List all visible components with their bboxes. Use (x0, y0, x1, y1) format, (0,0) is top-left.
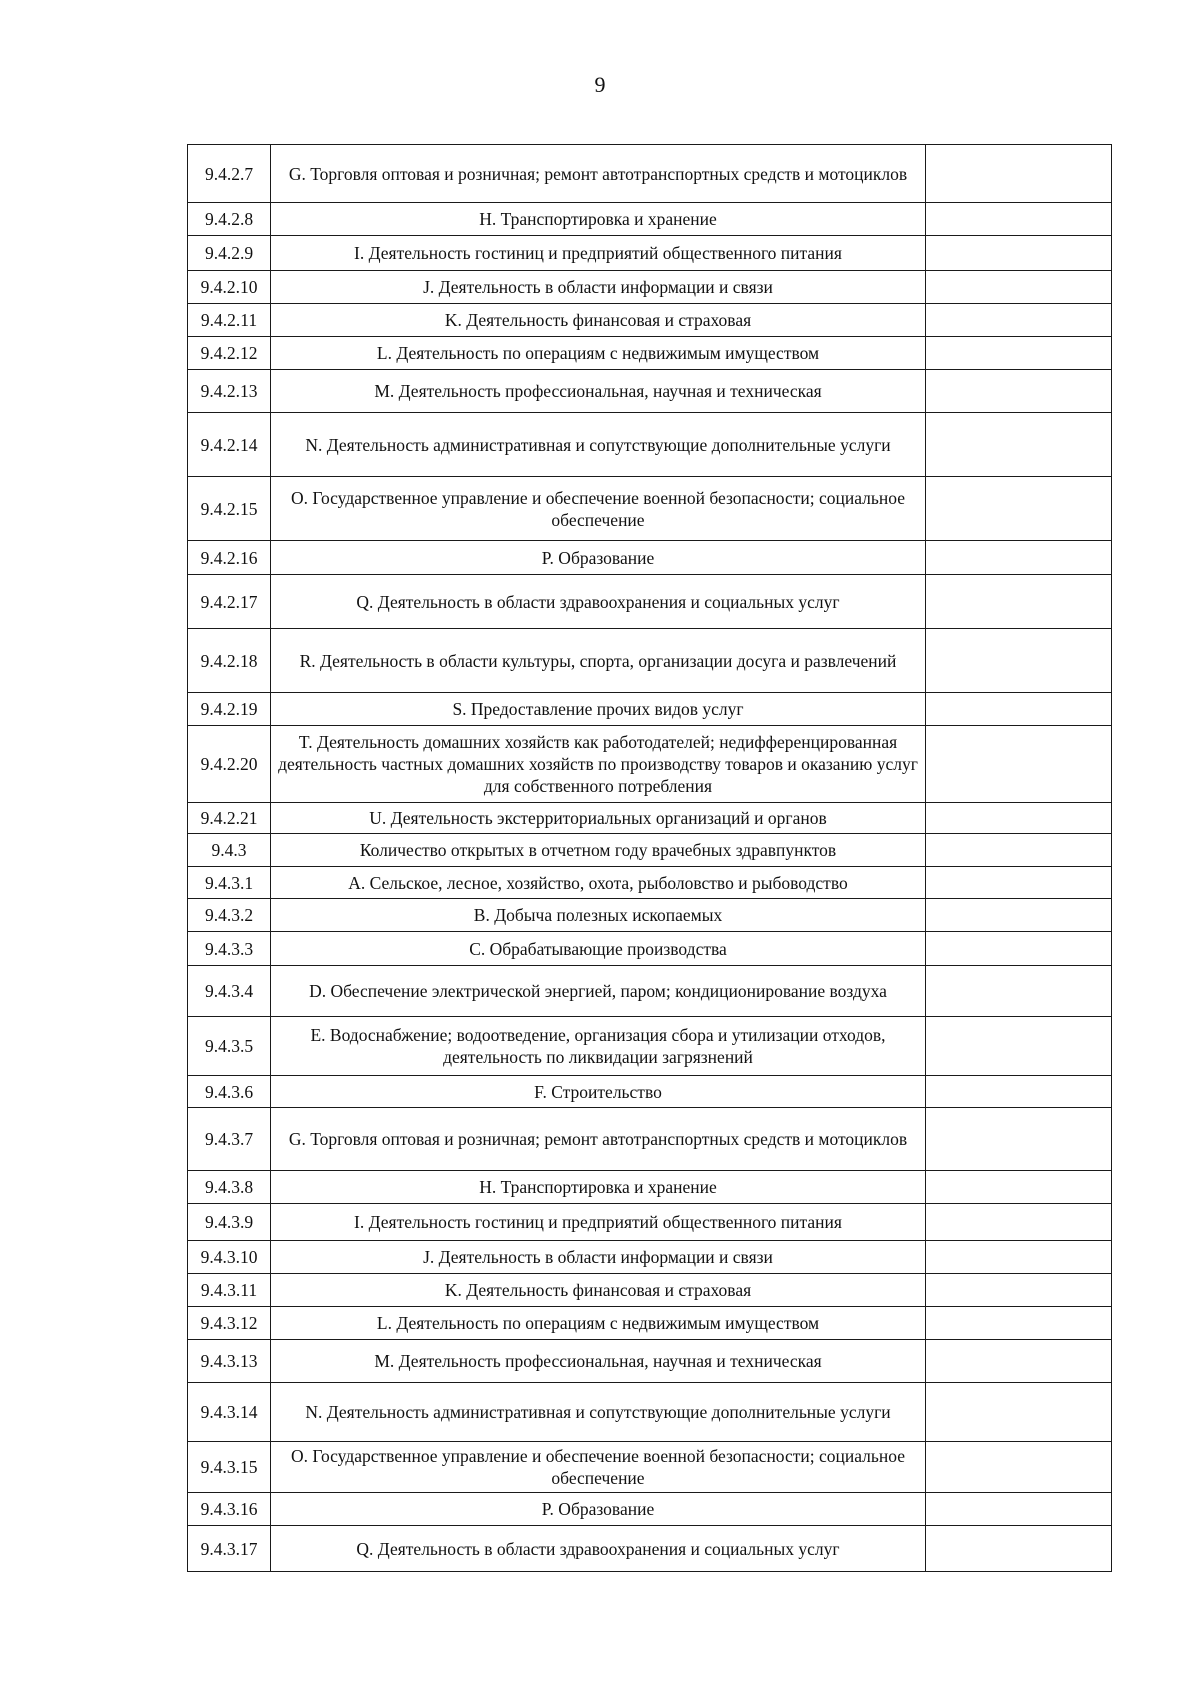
row-value[interactable] (926, 629, 1112, 693)
row-value[interactable] (926, 899, 1112, 932)
row-number: 9.4.3.11 (188, 1274, 271, 1307)
row-number: 9.4.2.21 (188, 803, 271, 834)
row-value[interactable] (926, 575, 1112, 629)
row-number: 9.4.3.6 (188, 1076, 271, 1108)
table-row (188, 413, 1112, 477)
row-value[interactable] (926, 413, 1112, 477)
table-row (188, 575, 1112, 629)
row-name: Q. Деятельность в области здравоохранения и социальных услуг (271, 575, 926, 629)
table-row (188, 236, 1112, 271)
table-row (188, 1171, 1112, 1204)
row-name: G. Торговля оптовая и розничная; ремонт автотранспортных средств и мотоциклов (271, 1108, 926, 1171)
row-value[interactable] (926, 477, 1112, 541)
row-name: K. Деятельность финансовая и страховая (271, 1274, 926, 1307)
row-number: 9.4.3.13 (188, 1340, 271, 1383)
row-value[interactable] (926, 1383, 1112, 1442)
row-name: D. Обеспечение электрической энергией, паром; кондиционирование воздуха (271, 966, 926, 1017)
table-row (188, 370, 1112, 413)
row-value[interactable] (926, 1526, 1112, 1572)
row-name: Количество открытых в отчетном году врачебных здравпунктов (271, 834, 926, 867)
table-row (188, 1307, 1112, 1340)
table-row (188, 337, 1112, 370)
row-name: M. Деятельность профессиональная, научная и техническая (271, 370, 926, 413)
table-row (188, 541, 1112, 575)
table-row (188, 966, 1112, 1017)
table-row (188, 477, 1112, 541)
row-value[interactable] (926, 337, 1112, 370)
row-name: N. Деятельность административная и сопутствующие дополнительные услуги (271, 413, 926, 477)
table-row (188, 1017, 1112, 1076)
table-row (188, 1076, 1112, 1108)
table-row (188, 1493, 1112, 1526)
row-number: 9.4.2.11 (188, 304, 271, 337)
row-number: 9.4.3.2 (188, 899, 271, 932)
table-row (188, 203, 1112, 236)
table-row (188, 726, 1112, 803)
table-row (188, 1274, 1112, 1307)
indicator-table (187, 144, 1112, 1572)
row-value[interactable] (926, 1204, 1112, 1241)
row-number: 9.4.2.16 (188, 541, 271, 575)
row-number: 9.4.3 (188, 834, 271, 867)
row-number: 9.4.2.10 (188, 271, 271, 304)
table-row (188, 1383, 1112, 1442)
table-row (188, 834, 1112, 867)
row-number: 9.4.2.9 (188, 236, 271, 271)
row-name: L. Деятельность по операциям с недвижимым имуществом (271, 337, 926, 370)
row-number: 9.4.3.8 (188, 1171, 271, 1204)
row-number: 9.4.3.3 (188, 932, 271, 966)
table-row (188, 867, 1112, 899)
row-value[interactable] (926, 1340, 1112, 1383)
row-value[interactable] (926, 803, 1112, 834)
row-value[interactable] (926, 1108, 1112, 1171)
row-number: 9.4.2.13 (188, 370, 271, 413)
row-name: I. Деятельность гостиниц и предприятий общественного питания (271, 236, 926, 271)
row-number: 9.4.3.4 (188, 966, 271, 1017)
row-number: 9.4.2.19 (188, 693, 271, 726)
table-row (188, 1241, 1112, 1274)
row-value[interactable] (926, 304, 1112, 337)
row-name: H. Транспортировка и хранение (271, 203, 926, 236)
row-number: 9.4.2.7 (188, 145, 271, 203)
row-name: O. Государственное управление и обеспечение военной безопасности; социальное обеспечение (271, 1442, 926, 1493)
table-row (188, 629, 1112, 693)
row-number: 9.4.2.17 (188, 575, 271, 629)
row-value[interactable] (926, 834, 1112, 867)
row-value[interactable] (926, 726, 1112, 803)
table-row (188, 304, 1112, 337)
row-number: 9.4.3.9 (188, 1204, 271, 1241)
row-name: K. Деятельность финансовая и страховая (271, 304, 926, 337)
row-value[interactable] (926, 1307, 1112, 1340)
row-number: 9.4.2.20 (188, 726, 271, 803)
row-value[interactable] (926, 1442, 1112, 1493)
row-name: C. Обрабатывающие производства (271, 932, 926, 966)
row-value[interactable] (926, 1493, 1112, 1526)
table-row (188, 1108, 1112, 1171)
row-number: 9.4.3.12 (188, 1307, 271, 1340)
row-name: J. Деятельность в области информации и связи (271, 1241, 926, 1274)
row-value[interactable] (926, 370, 1112, 413)
table-row (188, 271, 1112, 304)
row-name: N. Деятельность административная и сопутствующие дополнительные услуги (271, 1383, 926, 1442)
row-number: 9.4.3.15 (188, 1442, 271, 1493)
table-row (188, 932, 1112, 966)
table-row (188, 145, 1112, 203)
row-value[interactable] (926, 1076, 1112, 1108)
row-name: T. Деятельность домашних хозяйств как работодателей; недифференцированная деятельность частных домашних хозяйств по производству товаров и оказанию услуг для собственного потребления (271, 726, 926, 803)
row-value[interactable] (926, 541, 1112, 575)
page-number: 9 (594, 72, 606, 97)
row-number: 9.4.3.16 (188, 1493, 271, 1526)
row-value[interactable] (926, 932, 1112, 966)
row-name: F. Строительство (271, 1076, 926, 1108)
row-name: P. Образование (271, 541, 926, 575)
row-number: 9.4.2.14 (188, 413, 271, 477)
row-number: 9.4.2.12 (188, 337, 271, 370)
row-number: 9.4.3.10 (188, 1241, 271, 1274)
row-value[interactable] (926, 1171, 1112, 1204)
row-number: 9.4.2.15 (188, 477, 271, 541)
row-name: U. Деятельность экстерриториальных организаций и органов (271, 803, 926, 834)
row-name: A. Сельское, лесное, хозяйство, охота, рыболовство и рыбоводство (271, 867, 926, 899)
row-value[interactable] (926, 693, 1112, 726)
row-name: R. Деятельность в области культуры, спорта, организации досуга и развлечений (271, 629, 926, 693)
table-row (188, 693, 1112, 726)
row-value[interactable] (926, 236, 1112, 271)
row-name: L. Деятельность по операциям с недвижимым имуществом (271, 1307, 926, 1340)
row-number: 9.4.3.5 (188, 1017, 271, 1076)
table-row (188, 899, 1112, 932)
row-number: 9.4.2.8 (188, 203, 271, 236)
row-name: B. Добыча полезных ископаемых (271, 899, 926, 932)
row-number: 9.4.3.7 (188, 1108, 271, 1171)
row-number: 9.4.2.18 (188, 629, 271, 693)
row-value[interactable] (926, 145, 1112, 203)
row-number: 9.4.3.1 (188, 867, 271, 899)
row-name: E. Водоснабжение; водоотведение, организация сбора и утилизации отходов, деятельность по ликвидации загрязнений (271, 1017, 926, 1076)
table-row (188, 803, 1112, 834)
row-value[interactable] (926, 1274, 1112, 1307)
table-row (188, 1442, 1112, 1493)
row-value[interactable] (926, 203, 1112, 236)
row-name: O. Государственное управление и обеспечение военной безопасности; социальное обеспечение (271, 477, 926, 541)
row-name: P. Образование (271, 1493, 926, 1526)
table-row (188, 1204, 1112, 1241)
table-row (188, 1526, 1112, 1572)
row-value[interactable] (926, 966, 1112, 1017)
row-name: J. Деятельность в области информации и связи (271, 271, 926, 304)
row-value[interactable] (926, 271, 1112, 304)
row-value[interactable] (926, 1017, 1112, 1076)
row-name: S. Предоставление прочих видов услуг (271, 693, 926, 726)
row-name: M. Деятельность профессиональная, научная и техническая (271, 1340, 926, 1383)
row-name: H. Транспортировка и хранение (271, 1171, 926, 1204)
row-number: 9.4.3.14 (188, 1383, 271, 1442)
table-row (188, 1340, 1112, 1383)
row-value[interactable] (926, 867, 1112, 899)
row-name: Q. Деятельность в области здравоохранения и социальных услуг (271, 1526, 926, 1572)
row-value[interactable] (926, 1241, 1112, 1274)
row-number: 9.4.3.17 (188, 1526, 271, 1572)
row-name: I. Деятельность гостиниц и предприятий общественного питания (271, 1204, 926, 1241)
row-name: G. Торговля оптовая и розничная; ремонт автотранспортных средств и мотоциклов (271, 145, 926, 203)
